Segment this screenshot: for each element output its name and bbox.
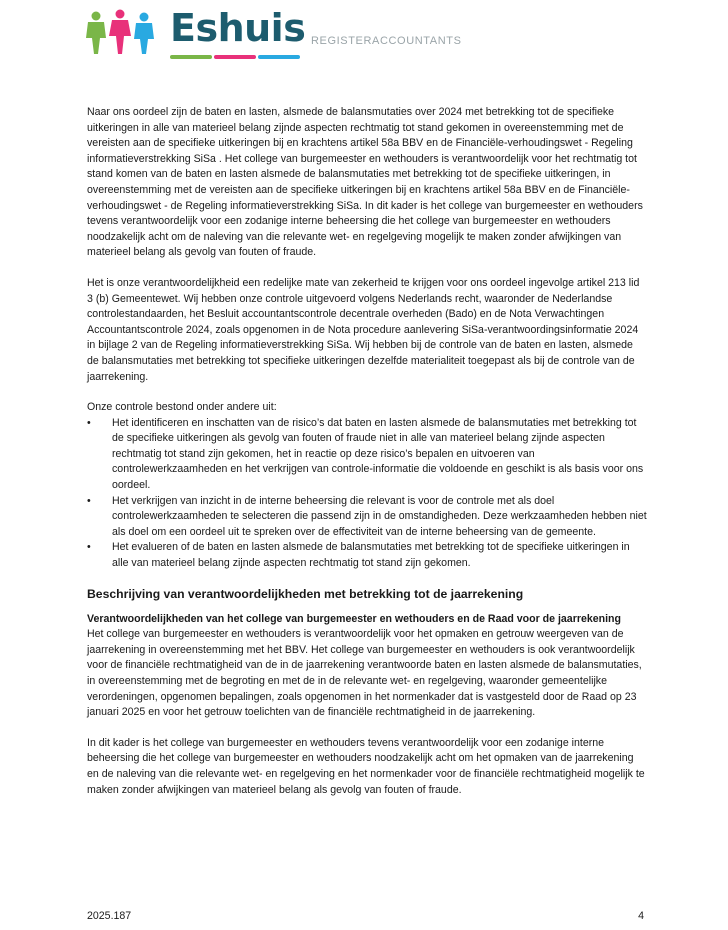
paragraph-opinion: Naar ons oordeel zijn de baten en lasten, alsmede de balansmutaties over 2024 met betrekking tot de specifieke uitkeringen in alle van materieel belang zijnde aspecten rechtmatig tot stand gekomen in overeenstemming met de vereisten aan de specifieke uitkeringen bij en krachtens artikel 58a BBV en de Financiële-verhoudingswet - Regeling informatieverstrekking SiSa . Het college van burgemeester en wethouders is verantwoordelijk voor het rechtmatig tot stand komen van de baten en lasten alsmede de balansmutaties met betrekking tot de specifieke uitkeringen, in overeenstemming met de vereisten aan de specifieke uitkeringen bij en krachtens artikel 58a BBV en de Financiële-verhoudingswet - de Regeling informatieverstrekking SiSa. In dit kader is het college van burgemeester en wethouders tevens verantwoordelijk voor een zodanige interne beheersing die het college van burgemeester en wethouders noodzakelijk acht om de naleving van die relevante wet- en regelgeving mogelijk te maken zonder afwijkingen van materieel belang als gevolg van fouten of fraude.: [87, 106, 643, 259]
list-item: • Het verkrijgen van inzicht in de interne beheersing die relevant is voor de controle met als doel controlewerkzaamheden te selecteren die passend zijn in de omstandigheden. Deze werkzaamheden hebben niet als doel om een oordeel uit te spreken over de effectiviteit van de interne beheersing van de gemeente.: [87, 494, 647, 538]
list-item: • Het identificeren en inschatten van de risico’s dat baten en lasten alsmede de balansmutaties met betrekking tot de specifieke uitkeringen als gevolg van fouten of fraude niet in alle van materieel belang zijnde aspecten rechtmatig tot stand zijn gekomen, het in reactie op deze risico’s bepalen en uitvoeren van controlewerkzaamheden en het verkrijgen van controle-informatie die voldoende en geschikt is als basis voor ons oordeel.: [87, 416, 644, 492]
paragraph-internal-control: In dit kader is het college van burgemeester en wethouders tevens verantwoordelijk voor een zodanige interne beheersing die het college van burgemeester en wethouders noodzakelijk acht om het opmaken van de jaarrekening en de naleving van die relevante wet- en regelgeving en het normenkader voor de financiële rechtmatigheid mogelijk te maken zonder afwijkingen van materieel belang als gevolg van fouten of fraude.: [87, 736, 645, 796]
paragraph-college-responsibility: Het college van burgemeester en wethouders is verantwoordelijk voor het opmaken en getrouw weergeven van de jaarrekening in overeenstemming met het BBV. Het college van burgemeester en wethouders is ook verantwoordelijk voor de financiële rechtmatigheid van de in de jaarrekening verantwoorde baten en lasten alsmede de balansmutaties, in overeenstemming met de begroting en met de in de relevante wet- en regelgeving, waaronder gemeentelijke verordeningen, opgenomen bepalingen, zoals opgenomen in het normenkader dat is vastgesteld door de Raad op 23 januari 2025 en voor het getrouw toelichten van de financiële rechtmatigheid in de jaarrekening.: [87, 628, 642, 719]
audit-bullet-list: [87, 416, 647, 572]
logo-wordmark: Eshuis: [170, 6, 306, 50]
page-number: 4: [638, 910, 644, 922]
bullet-icon: •: [87, 416, 91, 429]
paragraph-audit-intro: Onze controle bestond onder andere uit:: [87, 401, 277, 414]
header: [84, 6, 484, 62]
sub-heading: Verantwoordelijkheden van het college van burgemeester en wethouders en de Raad voor de jaarrekening: [87, 612, 621, 625]
paragraph-responsibility: Het is onze verantwoordelijkheid een redelijke mate van zekerheid te krijgen voor ons oordeel ingevolge artikel 213 lid 3 (b) Gemeentewet. Wij hebben onze controle uitgevoerd volgens Nederlands recht, waaronder de Nederlandse controlestandaarden, het Besluit accountantscontrole decentrale overheden (Bado) en de Nota Verwachtingen Accountantscontrole 2024, zoals opgenomen in de Nota procedure aanlevering SiSa-verantwoordingsinformatie 2024 in bijlage 2 van de Regeling informatieverstrekking SiSa. Wij hebben bij de controle van de baten en lasten, alsmede de balansmutaties met betrekking tot specifieke uitkeringen dezelfde materialiteit toegepast als bij de controle van de jaarrekening.: [87, 276, 640, 383]
bullet-icon: •: [87, 494, 91, 507]
list-item: • Het evalueren of de baten en lasten alsmede de balansmutaties met betrekking tot de specifieke uitkeringen in alle van materieel belang zijnde aspecten rechtmatig tot stand zijn gekomen.: [87, 541, 630, 570]
logo-figures-icon: [84, 8, 156, 58]
logo-tagline: REGISTERACCOUNTANTS: [311, 35, 462, 47]
footer-reference: 2025.187: [87, 910, 132, 922]
bullet-icon: •: [87, 541, 91, 554]
document-body: [87, 105, 647, 798]
logo-color-bars: [170, 55, 300, 59]
section-heading: Beschrijving van verantwoordelijkheden met betrekking tot de jaarrekening: [87, 586, 524, 601]
